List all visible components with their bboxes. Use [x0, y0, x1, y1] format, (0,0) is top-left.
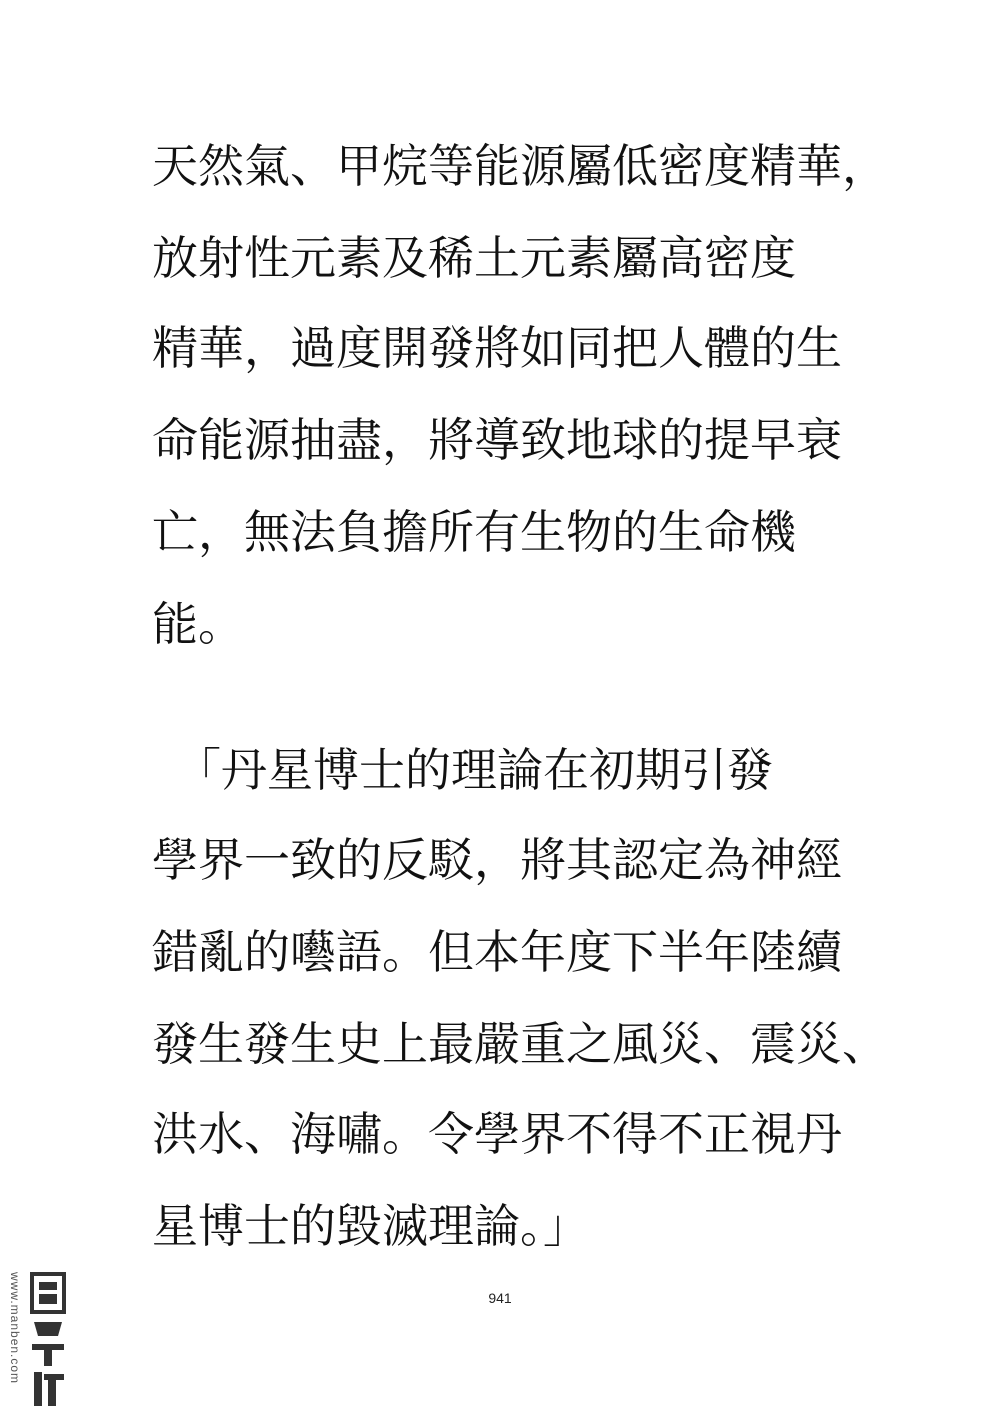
- text-line: 亡，無法負擔所有生物的生命機: [152, 505, 796, 559]
- text-line: 洪水、海嘯。令學界不得不正視丹: [152, 1107, 842, 1161]
- text-line: 放射性元素及稀土元素屬高密度: [152, 231, 796, 285]
- text-line: 命能源抽盡，將導致地球的提早衰: [152, 413, 842, 467]
- text-line: 天然氣、甲烷等能源屬低密度精華，: [152, 139, 888, 193]
- text-line: 錯亂的囈語。但本年度下半年陸續: [152, 925, 842, 979]
- text-line: 發生發生史上最嚴重之風災、震災、: [152, 1017, 888, 1071]
- watermark-url: www.manben.com: [8, 1272, 22, 1385]
- text-line: 學界一致的反駁，將其認定為神經: [152, 833, 842, 887]
- text-line: 能。: [152, 597, 244, 651]
- text-line: 星博士的毀滅理論。」: [152, 1199, 589, 1253]
- watermark-logo-icon: [28, 1270, 68, 1410]
- page-number: 941: [488, 1290, 512, 1306]
- text-line: 精華，過度開發將如同把人體的生: [152, 321, 842, 375]
- text-line: 「丹星博士的理論在初期引發: [152, 743, 773, 797]
